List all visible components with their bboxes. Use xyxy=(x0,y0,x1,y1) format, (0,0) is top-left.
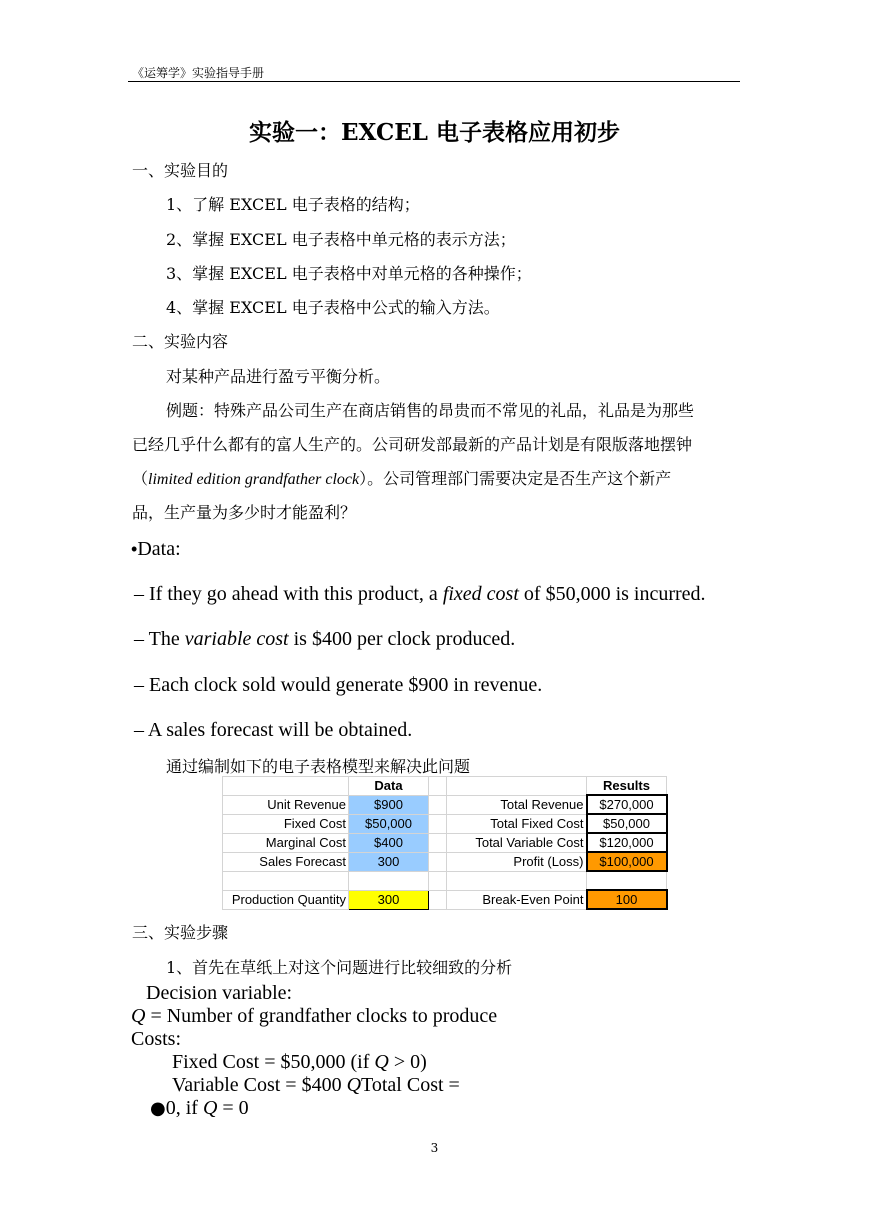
formula-text: = 0 xyxy=(217,1097,249,1119)
section-heading-content: 二、实验内容 xyxy=(132,332,229,351)
dash-icon: – xyxy=(134,674,144,696)
example-paren: （ xyxy=(132,469,149,488)
result-value: $50,000 xyxy=(587,814,667,833)
data-bullet xyxy=(134,719,412,742)
data-heading-label: Data: xyxy=(137,538,181,560)
running-header: 《运筹学》实验指导手册 xyxy=(132,66,265,80)
spreadsheet-model xyxy=(222,776,668,910)
bullet-text: If they go ahead with this product, a xyxy=(149,583,443,605)
decision-variable-definition xyxy=(131,1005,497,1028)
profit-value: $100,000 xyxy=(587,852,667,871)
empty-cell xyxy=(429,814,447,833)
result-label: Total Variable Cost xyxy=(447,833,587,852)
production-quantity-label: Production Quantity xyxy=(223,890,349,909)
example-line: 品，生产量为多少时才能盈利？ xyxy=(132,503,357,522)
q-variable: Q xyxy=(346,1074,362,1096)
empty-cell xyxy=(429,777,447,796)
formula-text: 0, if xyxy=(165,1097,203,1119)
bullet-icon: ● xyxy=(150,1098,166,1119)
example-line: 已经几乎什么都有的富人生产的。公司研发部最新的产品计划是有限版落地摆钟 xyxy=(132,435,693,454)
formula-text: > 0) xyxy=(388,1051,427,1073)
break-even-value: 100 xyxy=(587,890,667,909)
result-label: Profit (Loss) xyxy=(447,852,587,871)
example-italic-term: limited edition grandfather clock xyxy=(148,471,360,488)
dash-icon: – xyxy=(134,628,144,650)
bullet-text: The xyxy=(148,628,185,650)
bullet-italic: fixed cost xyxy=(442,583,519,605)
table-intro: 通过编制如下的电子表格模型来解决此问题 xyxy=(166,757,471,776)
empty-cell xyxy=(429,871,447,890)
bullet-text: of $50,000 is incurred. xyxy=(518,583,706,605)
empty-cell xyxy=(349,871,429,890)
example-line xyxy=(132,466,671,489)
bullet-text: Each clock sold would generate $900 in revenue. xyxy=(149,674,543,696)
variable-cost-line xyxy=(172,1074,460,1097)
section-heading-objectives: 一、实验目的 xyxy=(132,161,229,180)
result-value: $270,000 xyxy=(587,795,667,814)
result-label: Total Revenue xyxy=(447,795,587,814)
data-bullet xyxy=(134,583,706,606)
data-value: 300 xyxy=(349,852,429,871)
data-value: $50,000 xyxy=(349,814,429,833)
empty-cell xyxy=(447,871,587,890)
result-label: Total Fixed Cost xyxy=(447,814,587,833)
empty-cell xyxy=(429,890,447,909)
objective-item: 2、掌握 EXCEL 电子表格中单元格的表示方法； xyxy=(166,230,516,249)
objective-item: 4、掌握 EXCEL 电子表格中公式的输入方法。 xyxy=(166,298,500,317)
production-quantity-value: 300 xyxy=(349,890,429,909)
objective-item: 3、掌握 EXCEL 电子表格中对单元格的各种操作； xyxy=(166,264,532,283)
data-label: Fixed Cost xyxy=(223,814,349,833)
empty-cell xyxy=(429,833,447,852)
result-value: $120,000 xyxy=(587,833,667,852)
data-heading xyxy=(131,538,181,561)
total-cost-case xyxy=(150,1097,249,1120)
data-value: $400 xyxy=(349,833,429,852)
empty-cell xyxy=(223,777,349,796)
formula-text: Total Cost = xyxy=(361,1074,460,1096)
data-label: Unit Revenue xyxy=(223,795,349,814)
data-label: Sales Forecast xyxy=(223,852,349,871)
bullet-italic: variable cost xyxy=(184,628,289,650)
bullet-text: is $400 per clock produced. xyxy=(288,628,516,650)
content-intro: 对某种产品进行盈亏平衡分析。 xyxy=(166,367,391,386)
q-variable: Q xyxy=(202,1097,218,1119)
data-header: Data xyxy=(349,777,429,796)
empty-cell xyxy=(429,795,447,814)
definition-text: = Number of grandfather clocks to produce xyxy=(145,1005,498,1027)
fixed-cost-line xyxy=(172,1051,427,1074)
objective-item: 1、了解 EXCEL 电子表格的结构； xyxy=(166,195,420,214)
page-number: 3 xyxy=(430,1141,439,1155)
document-title: 实验一：EXCEL 电子表格应用初步 xyxy=(249,119,620,146)
example-line-rest: ）。公司管理部门需要决定是否生产这个新产 xyxy=(359,469,672,488)
formula-text: Fixed Cost = $50,000 (if xyxy=(172,1051,375,1073)
q-variable: Q xyxy=(131,1005,146,1027)
empty-cell xyxy=(447,777,587,796)
break-even-label: Break-Even Point xyxy=(447,890,587,909)
results-header: Results xyxy=(587,777,667,796)
example-line: 例题：特殊产品公司生产在商店销售的昂贵而不常见的礼品，礼品是为那些 xyxy=(166,401,695,420)
dash-icon: – xyxy=(134,719,144,741)
empty-cell xyxy=(587,871,667,890)
data-bullet xyxy=(134,674,542,697)
data-bullet xyxy=(134,628,515,651)
decision-variable-heading: Decision variable: xyxy=(146,982,293,1004)
data-label: Marginal Cost xyxy=(223,833,349,852)
empty-cell xyxy=(223,871,349,890)
formula-text: Variable Cost = $400 xyxy=(172,1074,347,1096)
q-variable: Q xyxy=(374,1051,389,1073)
bullet-text: A sales forecast will be obtained. xyxy=(147,719,413,741)
header-rule xyxy=(128,81,740,82)
dash-icon: – xyxy=(134,583,144,605)
bullet-icon: • xyxy=(131,539,138,559)
step-item: 1、首先在草纸上对这个问题进行比较细致的分析 xyxy=(166,958,513,977)
empty-cell xyxy=(429,852,447,871)
costs-heading: Costs: xyxy=(131,1028,182,1050)
section-heading-steps: 三、实验步骤 xyxy=(132,923,229,942)
data-value: $900 xyxy=(349,795,429,814)
